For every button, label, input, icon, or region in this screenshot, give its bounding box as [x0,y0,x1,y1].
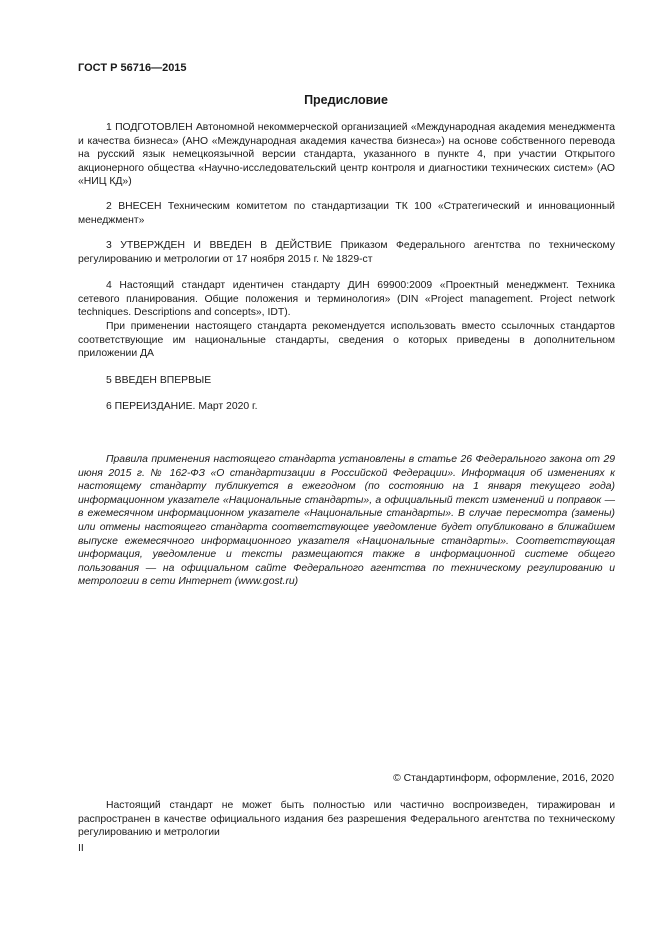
preface-paragraph-5: 5 ВВЕДЕН ВПЕРВЫЕ [106,375,212,386]
page-title: Предисловие [304,93,388,107]
preface-paragraph-4: 4 Настоящий стандарт идентичен стандарту ДИН 69900:2009 «Проектный менеджмент. Техника сетевого планирования. Общие положения и терминология» (DIN «Project management. Project network techniques. Descriptions and concepts», IDT). [78,280,615,319]
standard-application-notice: Правила применения настоящего стандарта установлены в статье 26 Федерального закона от 29 июня 2015 г. № 162-ФЗ «О стандартизации в Российской Федерации». Информация об изменениях к настоящему стандарту публикуется в ежегодном (по состоянию на 1 января текущего года) информационном указателе «Национальные стандарты», а официальный текст изменений и поправок — в ежемесячном информационном указателе «Национальные стандарты». В случае пересмотра (замены) или отмены настоящего стандарта соответствующее уведомление будет опубликовано в ближайшем выпуске ежемесячного информационного указателя «Национальные стандарты». Соответствующая информация, уведомление и тексты размещаются также в информационной системе общего пользования — на официальном сайте Федерального агентства по техническому регулированию и метрологии в сети Интернет (www.gost.ru) [78,454,615,588]
page-number: II [78,843,84,854]
preface-paragraph-3: 3 УТВЕРЖДЕН И ВВЕДЕН В ДЕЙСТВИЕ Приказом Федерального агентства по техническому регулированию и метрологии от 17 ноября 2015 г. № 1829-ст [78,240,615,265]
reproduction-notice: Настоящий стандарт не может быть полностью или частично воспроизведен, тиражирован и распространен в качестве официального издания без разрешения Федерального агентства по техническому регулированию и метрологии [78,800,615,839]
preface-paragraph-4-note: При применении настоящего стандарта рекомендуется использовать вместо ссылочных стандартов соответствующие им национальные стандарты, сведения о которых приведены в дополнительном приложении ДА [78,321,615,360]
document-id-header: ГОСТ Р 56716—2015 [78,62,187,74]
copyright-line: © Стандартинформ, оформление, 2016, 2020 [393,773,614,784]
preface-paragraph-1: 1 ПОДГОТОВЛЕН Автономной некоммерческой организацией «Международная академия менеджмента и качества бизнеса» (АНО «Международная академия качества бизнеса») на основе собственного перевода на русский язык немецкоязычной версии стандарта, указанного в пункте 4, при участии Открытого акционерного общества «Научно-исследовательский центр контроля и диагностики технических систем» (АО «НИЦ КД») [78,122,615,188]
preface-paragraph-6: 6 ПЕРЕИЗДАНИЕ. Март 2020 г. [106,401,258,412]
preface-paragraph-2: 2 ВНЕСЕН Техническим комитетом по стандартизации ТК 100 «Стратегический и инновационный менеджмент» [78,201,615,226]
